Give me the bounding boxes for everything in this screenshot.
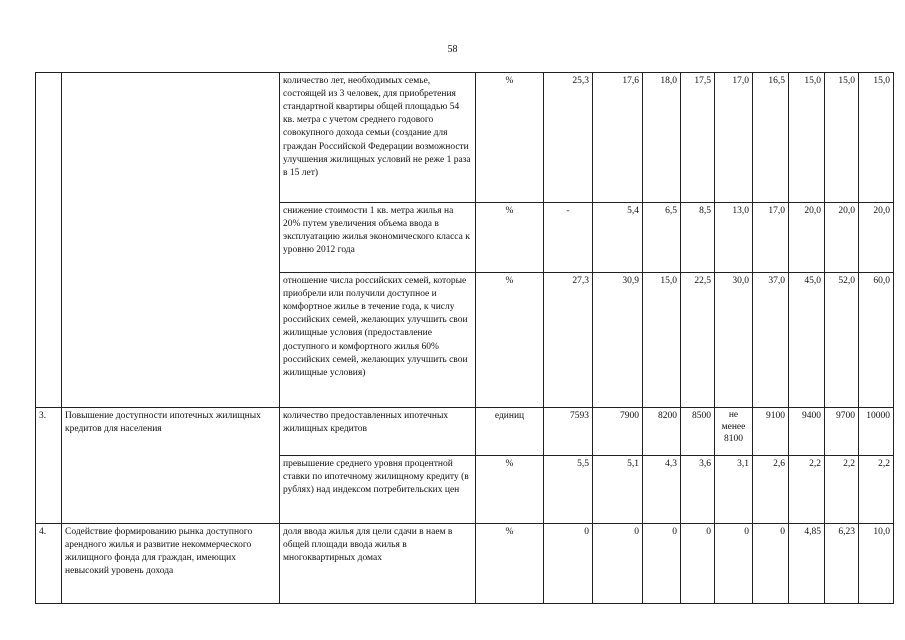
indicator-name: отношение числа российских семей, которые приобрели или получили доступное и комфортное жилье в течение года, к числу российских семей, желающих улучшить свои жилищные условия (предоставление доступного и комфортного жилья 60% российских семей, желающих улучшить свои жилищные условия) bbox=[280, 273, 476, 408]
value-cell: 10,0 bbox=[859, 524, 894, 604]
value-cell: 4,3 bbox=[643, 456, 681, 524]
unit-cell: % bbox=[476, 73, 544, 203]
value-cell: 7593 bbox=[544, 408, 593, 456]
value-cell: 6,5 bbox=[643, 203, 681, 273]
unit-cell: % bbox=[476, 456, 544, 524]
value-cell: 25,3 bbox=[544, 73, 593, 203]
value-cell: 3,6 bbox=[681, 456, 715, 524]
value-cell: 30,0 bbox=[715, 273, 753, 408]
value-cell: 0 bbox=[715, 524, 753, 604]
value-cell: 15,0 bbox=[825, 73, 859, 203]
value-cell: 16,5 bbox=[753, 73, 789, 203]
indicator-name: количество лет, необходимых семье, состоящей из 3 человек, для приобретения стандартной квартиры общей площадью 54 кв. метра с учетом среднего годового совокупного дохода семьи (создание для граждан Российской Федерации возможности улучшения жилищных условий не реже 1 раза в 15 лет) bbox=[280, 73, 476, 203]
value-cell: 0 bbox=[753, 524, 789, 604]
unit-cell: % bbox=[476, 203, 544, 273]
indicators-table bbox=[35, 72, 894, 604]
value-cell: 17,0 bbox=[715, 73, 753, 203]
value-cell: 30,9 bbox=[593, 273, 643, 408]
unit-cell: % bbox=[476, 524, 544, 604]
row-number bbox=[36, 73, 62, 408]
indicator-name: количество предоставленных ипотечных жилищных кредитов bbox=[280, 408, 476, 456]
value-cell: 15,0 bbox=[859, 73, 894, 203]
value-cell: 7900 bbox=[593, 408, 643, 456]
table-row bbox=[36, 73, 894, 203]
indicator-name: снижение стоимости 1 кв. метра жилья на 20% путем увеличения объема ввода в эксплуатацию жилья экономического класса к уровню 2012 года bbox=[280, 203, 476, 273]
value-cell: 6,23 bbox=[825, 524, 859, 604]
value-cell: 2,2 bbox=[859, 456, 894, 524]
value-cell: 2,6 bbox=[753, 456, 789, 524]
task-name bbox=[62, 73, 280, 408]
value-cell: 27,3 bbox=[544, 273, 593, 408]
value-cell: 8500 bbox=[681, 408, 715, 456]
value-cell: 17,5 bbox=[681, 73, 715, 203]
value-cell: 10000 bbox=[859, 408, 894, 456]
value-cell: 45,0 bbox=[789, 273, 825, 408]
value-cell: 52,0 bbox=[825, 273, 859, 408]
value-cell: 0 bbox=[544, 524, 593, 604]
table-row bbox=[36, 408, 894, 456]
value-cell: 15,0 bbox=[789, 73, 825, 203]
value-cell: 8200 bbox=[643, 408, 681, 456]
value-cell: 18,0 bbox=[643, 73, 681, 203]
value-cell: 22,5 bbox=[681, 273, 715, 408]
value-cell: 4,85 bbox=[789, 524, 825, 604]
task-name: Повышение доступности ипотечных жилищных кредитов для населения bbox=[62, 408, 280, 524]
indicator-name: превышение среднего уровня процентной ставки по ипотечному жилищному кредиту (в рублях) над индексом потребительских цен bbox=[280, 456, 476, 524]
value-cell: 15,0 bbox=[643, 273, 681, 408]
value-cell: 2,2 bbox=[825, 456, 859, 524]
value-cell: 60,0 bbox=[859, 273, 894, 408]
value-cell: 20,0 bbox=[859, 203, 894, 273]
value-cell: 9400 bbox=[789, 408, 825, 456]
value-cell: 20,0 bbox=[789, 203, 825, 273]
indicator-name: доля ввода жилья для цели сдачи в наем в общей площади ввода жилья в многоквартирных домах bbox=[280, 524, 476, 604]
value-cell: 17,6 bbox=[593, 73, 643, 203]
task-name: Содействие формированию рынка доступного арендного жилья и развитие некоммерческого жилищного фонда для граждан, имеющих невысокий уровень дохода bbox=[62, 524, 280, 604]
page-number: 58 bbox=[447, 44, 458, 55]
value-cell: 13,0 bbox=[715, 203, 753, 273]
unit-cell: единиц bbox=[476, 408, 544, 456]
value-cell: 5,4 bbox=[593, 203, 643, 273]
value-cell: 37,0 bbox=[753, 273, 789, 408]
row-number: 3. bbox=[36, 408, 62, 524]
value-cell: 8,5 bbox=[681, 203, 715, 273]
value-cell: 0 bbox=[643, 524, 681, 604]
value-cell: 17,0 bbox=[753, 203, 789, 273]
value-cell: 9100 bbox=[753, 408, 789, 456]
unit-cell: % bbox=[476, 273, 544, 408]
value-cell: 5,1 bbox=[593, 456, 643, 524]
value-cell: 0 bbox=[681, 524, 715, 604]
value-cell: 0 bbox=[593, 524, 643, 604]
value-cell: 9700 bbox=[825, 408, 859, 456]
value-cell: 3,1 bbox=[715, 456, 753, 524]
value-cell: - bbox=[544, 203, 593, 273]
value-cell: не менее 8100 bbox=[715, 408, 753, 456]
value-cell: 2,2 bbox=[789, 456, 825, 524]
value-cell: 20,0 bbox=[825, 203, 859, 273]
table-row bbox=[36, 524, 894, 604]
value-cell: 5,5 bbox=[544, 456, 593, 524]
row-number: 4. bbox=[36, 524, 62, 604]
